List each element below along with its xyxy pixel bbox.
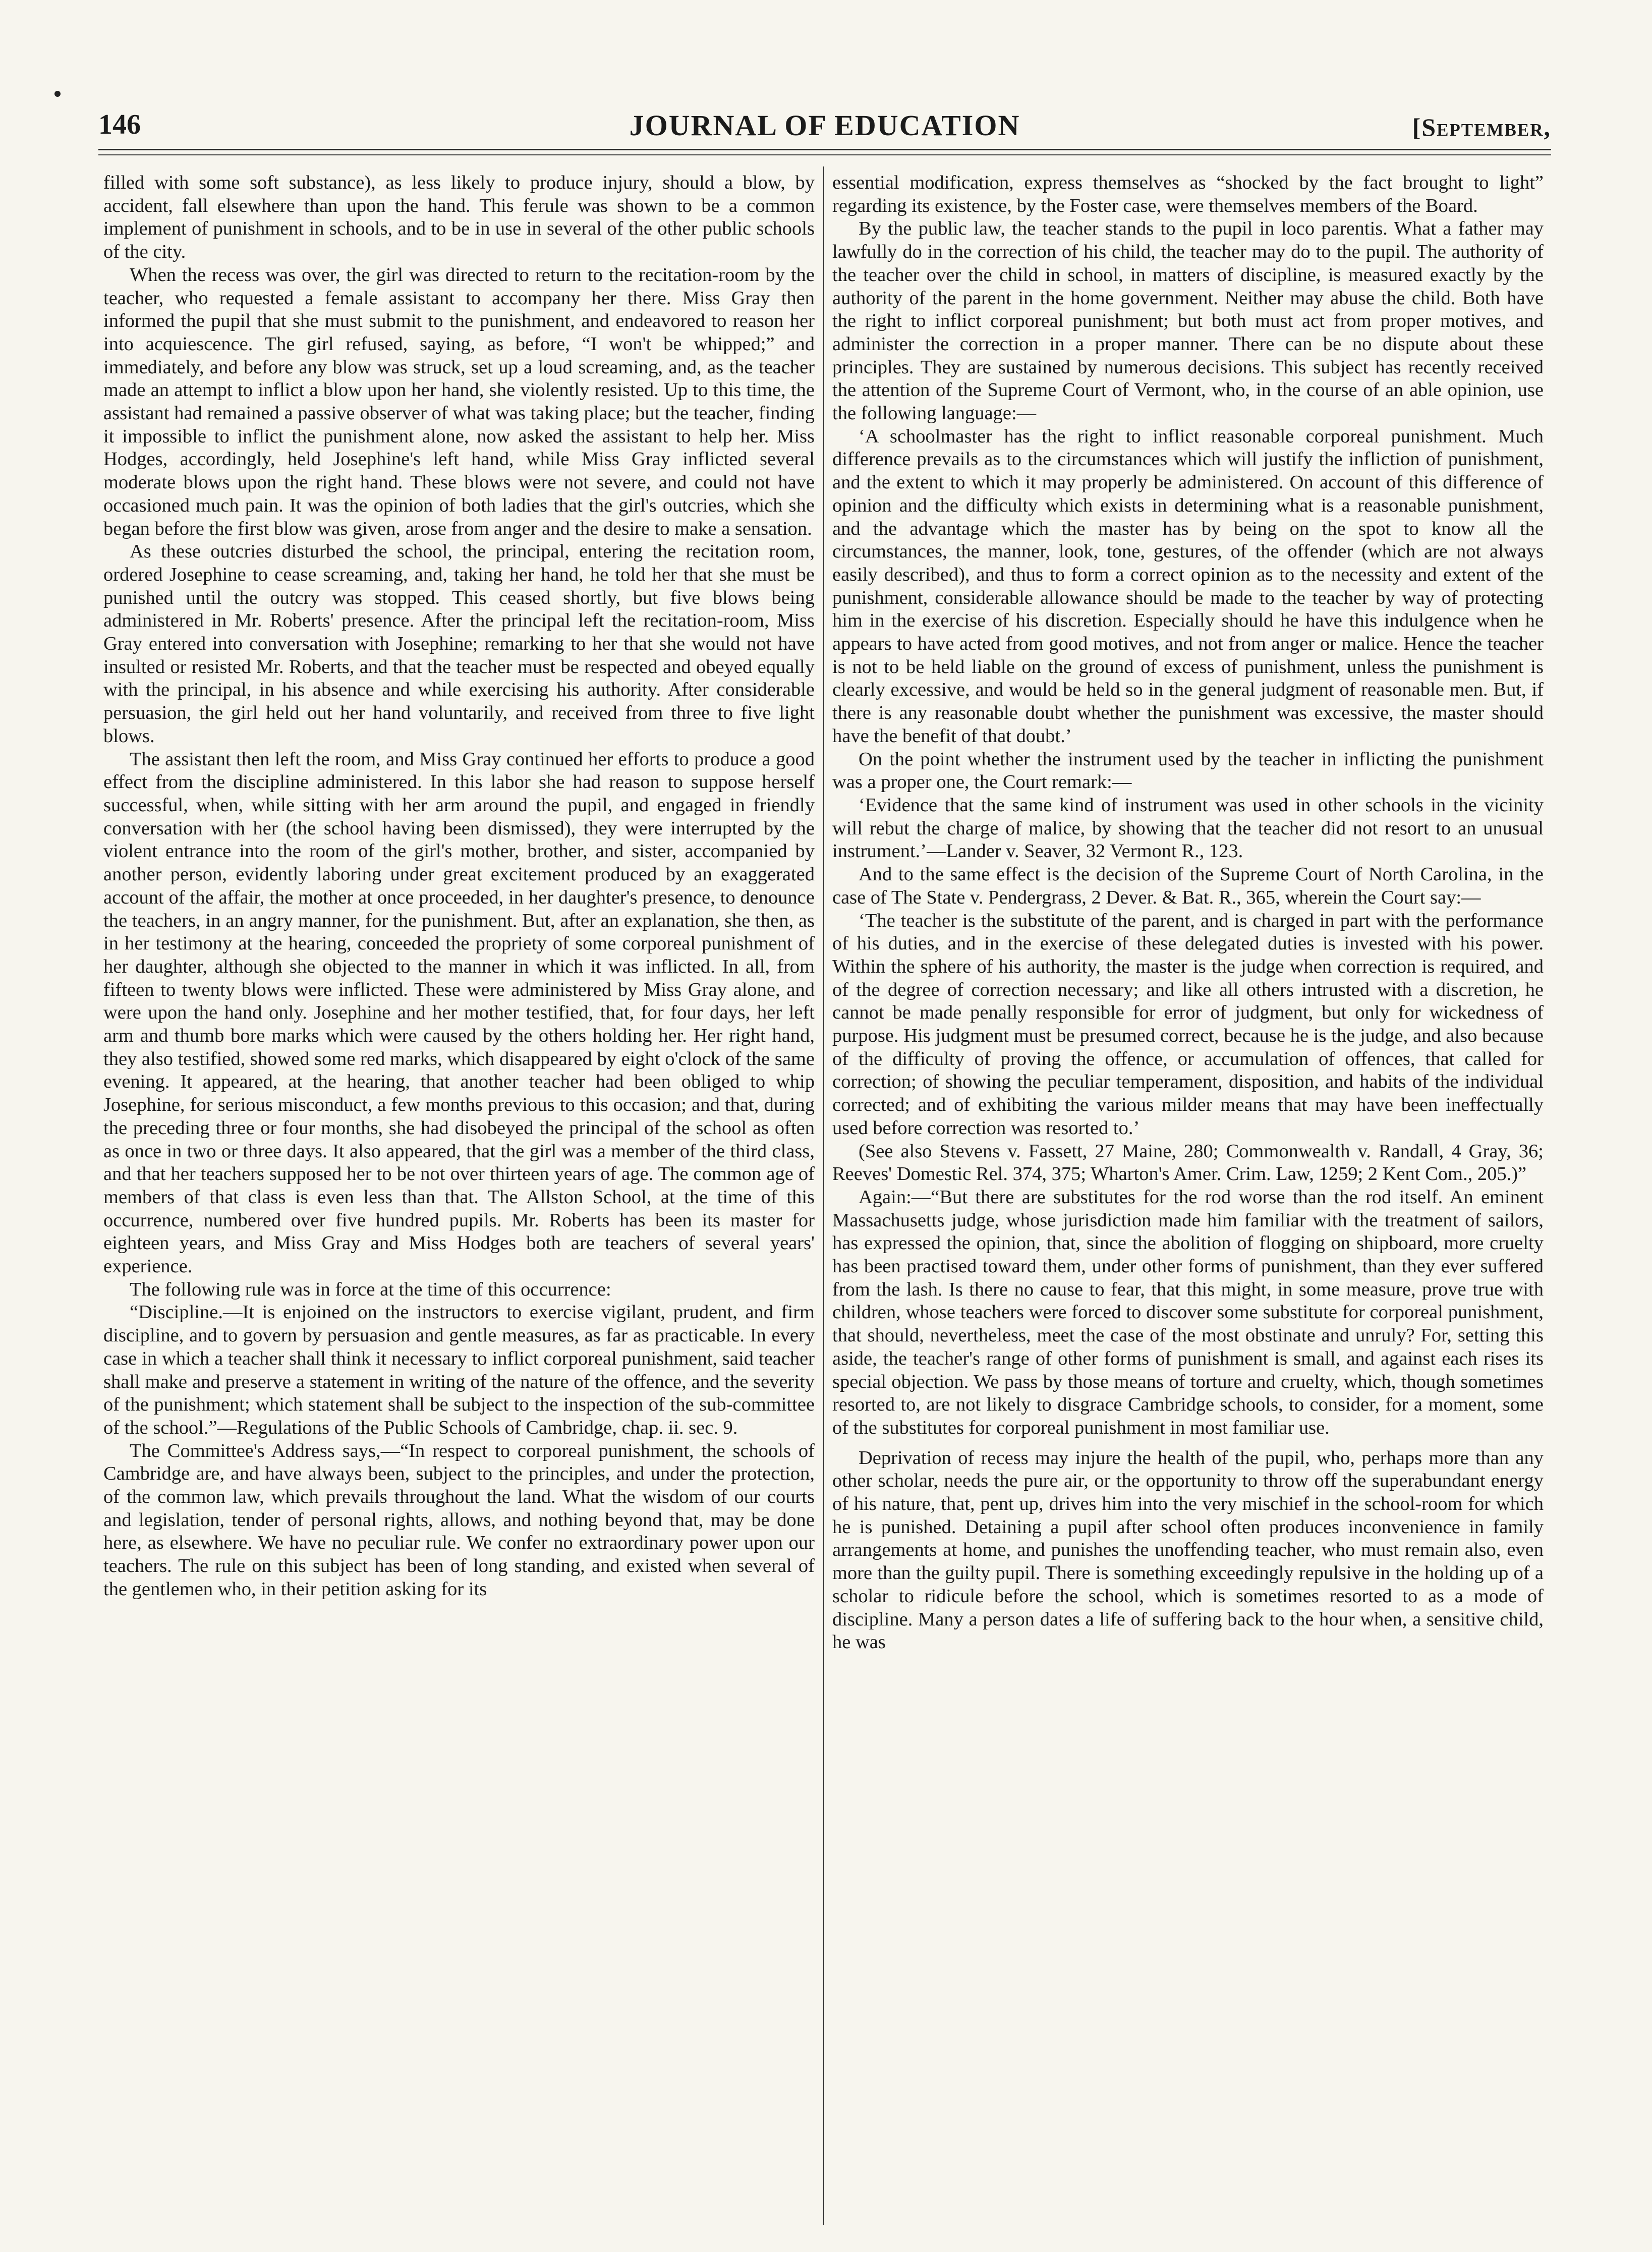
paragraph: Again:—“But there are substitutes for the rod worse than the rod itself. An eminent Massachusetts judge, whose jurisdiction made him familiar with the treatment of sailors, has expressed the opinion, that, since the abolition of flogging on shipboard, more cruelty has been practised toward them, under other forms of punishment, than they ever suffered from the lash. Is there no cause to fear, that this might, in some measure, prove true with children, whose teachers were forced to discover some substitute for corporeal punishment, that should, nevertheless, meet the case of the most obstinate and unruly? For, setting this aside, the teacher's range of other forms of punishment is small, and against each rises its special objection. We pass by those means of torture and cruelty, which, though sometimes resorted to, are not likely to disgrace Cambridge schools, to consider, for a moment, some of the substitutes for corporeal punishment in most familiar use. — [832, 1186, 1544, 1438]
running-header — [98, 103, 1551, 149]
header-rule-thin — [98, 154, 1551, 155]
header-rule — [98, 149, 1551, 150]
citations: (See also Stevens v. Fassett, 27 Maine, 280; Commonwealth v. Randall, 4 Gray, 36; Reeves' Domestic Rel. 374, 375; Wharton's Amer. Crim. Law, 1259; 2 Kent Com., 205.)” — [832, 1140, 1544, 1185]
right-column — [832, 172, 1544, 2210]
left-column — [103, 172, 815, 2210]
column-divider — [823, 166, 824, 2225]
paragraph: The assistant then left the room, and Miss Gray continued her efforts to produce a good effect from the discipline administered. In this labor she had reason to suppose herself successful, when, while sitting with her arm around the pupil, and engaged in friendly conversation with her (the school having been dismissed), they were interrupted by the violent entrance into the room of the girl's mother, brother, and sister, accompanied by another person, evidently laboring under great excitement produced by an exaggerated account of the affair, the mother at once proceeded, in her daughter's presence, to denounce the teachers, in an angry manner, for the punishment. But, after an explanation, she then, as in her testimony at the hearing, conceeded the propriety of some corporeal punishment of her daughter, although she objected to the manner in which it was inflicted. In all, from fifteen to twenty blows were inflicted. These were administered by Miss Gray alone, and were upon the hand only. Josephine and her mother testified, that, for four days, her left arm and thumb bore marks which were caused by the others holding her. Her right hand, they also testified, showed some red marks, which disappeared by eight o'clock of the same evening. It appeared, at the hearing, that another teacher had been obliged to whip Josephine, for serious misconduct, a few months previous to this occasion; and that, during the preceding three or four months, she had disobeyed the principal of the school as often as once in two or three days. It also appeared, that the girl was a member of the third class, and that her teachers supposed her to be not over thirteen years of age. The common age of members of that class is even less than that. The Allston School, at the time of this occurrence, numbered over five hundred pupils. Mr. Roberts has been its master for eighteen years, and Miss Gray and Miss Hodges both are teachers of several years' experience. — [103, 748, 815, 1277]
header-month: [September, — [1412, 113, 1551, 141]
paragraph: The Committee's Address says,—“In respect to corporeal punishment, the schools of Cambridge are, and have always been, subject to the principles, and under the protection, of the common law, which prevails throughout the land. What the wisdom of our courts and legislation, tender of personal rights, allows, and nothing beyond that, may be done here, as elsewhere. We have no peculiar rule. We confer no extraordinary power upon our teachers. The rule on this subject has been of long standing, and existed when several of the gentlemen who, in their petition asking for its — [103, 1440, 815, 1600]
court-quote: ‘A schoolmaster has the right to inflict reasonable corporeal punishment. Much difference prevails as to the circumstances which will justify the infliction of punishment, and the extent to which it may properly be administered. On account of this difference of opinion and the difficulty which exists in determining what is a reasonable punishment, and the advantage which the master has by being on the spot to know all the circumstances, the manner, look, tone, gestures, of the offender (which are not always easily described), and thus to form a correct opinion as to the necessity and extent of the punishment, considerable allowance should be made to the teacher by way of protecting him in the exercise of his discretion. Especially should he have this indulgence when he appears to have acted from good motives, and not from anger or malice. Hence the teacher is not to be held liable on the ground of excess of punishment, unless the punishment is clearly excessive, and would be held so in the general judgment of reasonable men. But, if there is any reasonable doubt whether the punishment was excessive, the master should have the benefit of that doubt.’ — [832, 425, 1544, 747]
paragraph: filled with some soft substance), as less likely to produce injury, should a blow, by accident, fall elsewhere than upon the hand. This ferule was shown to be a common implement of punishment in schools, and to be in use in several of the other public schools of the city. — [103, 172, 815, 263]
paragraph: As these outcries disturbed the school, the principal, entering the recitation room, ordered Josephine to cease screaming, and, taking her hand, he told her that she must be punished until the outcry was stopped. This ceased shortly, but five blows being administered in Mr. Roberts' presence. After the principal left the recitation-room, Miss Gray entered into conversation with Josephine; remarking to her that she would not have insulted or resisted Mr. Roberts, and that the teacher must be respected and obeyed equally with the principal, in his absence and while exercising his authority. After considerable persuasion, the girl held out her hand voluntarily, and received from three to five light blows. — [103, 541, 815, 747]
print-speck — [54, 91, 61, 97]
quoted-rule: “Discipline.—It is enjoined on the instructors to exercise vigilant, prudent, and firm discipline, and to govern by persuasion and gentle measures, as far as practicable. In every case in which a teacher shall think it necessary to inflict corporeal punishment, said teacher shall make and preserve a statement in writing of the nature of the offence, and the severity of the punishment; which statement shall be subject to the inspection of the sub-committee of the school.”—Regulations of the Public Schools of Cambridge, chap. ii. sec. 9. — [103, 1302, 815, 1438]
paragraph: Deprivation of recess may injure the health of the pupil, who, perhaps more than any other scholar, needs the pure air, or the opportunity to throw off the superabundant energy of his nature, that, pent up, drives him into the very mischief in the school-room for which he is punished. Detaining a pupil after school often produces inconvenience in family arrangements at home, and punishes the unoffending teacher, who must remain also, even more than the guilty pupil. There is something exceedingly repulsive in the holding up of a scholar to ridicule before the school, which is sometimes resorted to as a mode of discipline. Many a person dates a life of suffering back to the hour when, a sensitive child, he was — [832, 1447, 1544, 1653]
court-quote: ‘The teacher is the substitute of the parent, and is charged in part with the performance of his duties, and in the exercise of these delegated duties is invested with his power. Within the sphere of his authority, the master is the judge when correction is required, and of the degree of correction necessary; and like all others intrusted with a discretion, he cannot be made penally responsible for error of judgment, but only for wickedness of purpose. His judgment must be presumed correct, because he is the judge, and also because of the difficulty of proving the offence, or accumulation of offences, that called for correction; of showing the peculiar temperament, disposition, and habits of the individual corrected; and of exhibiting the various milder means that may have been ineffectually used before correction was resorted to.’ — [832, 910, 1544, 1139]
paragraph: On the point whether the instrument used by the teacher in inflicting the punishment was a proper one, the Court remark:— — [832, 748, 1544, 793]
journal-title: JOURNAL OF EDUCATION — [629, 109, 1020, 142]
paragraph: When the recess was over, the girl was directed to return to the recitation-room by the teacher, who requested a female assistant to accompany her there. Miss Gray then informed the pupil that she must submit to the punishment, and endeavored to reason her into acquiescence. The girl refused, saying, as before, “I won't be whipped;” and immediately, and before any blow was struck, set up a loud screaming, and, as the teacher made an attempt to inflict a blow upon her hand, she violently resisted. Up to this time, the assistant had remained a passive observer of what was taking place; but the teacher, finding it impossible to inflict the punishment alone, now asked the assistant to help her. Miss Hodges, accordingly, held Josephine's left hand, while Miss Gray inflicted several moderate blows upon the right hand. These blows were not severe, and could not have occasioned much pain. It was the opinion of both ladies that the girl's outcries, which she began before the first blow was given, arose from anger and the desire to make a sensation. — [103, 264, 815, 539]
paragraph: And to the same effect is the decision of the Supreme Court of North Carolina, in the case of The State v. Pendergrass, 2 Dever. & Bat. R., 365, wherein the Court say:— — [832, 864, 1544, 908]
page-number: 146 — [98, 109, 141, 140]
paragraph: By the public law, the teacher stands to the pupil in loco parentis. What a father may lawfully do in the correction of his child, the teacher may do to the pupil. The authority of the teacher over the child in school, in matters of discipline, is measured exactly by the authority of the parent in the home government. Neither may abuse the child. Both have the right to inflict corporeal punishment; but both must act from proper motives, and administer the correction in a proper manner. There can be no dispute about these principles. They are sustained by numerous decisions. This subject has recently received the attention of the Supreme Court of Vermont, who, in the course of an able opinion, use the following language:— — [832, 218, 1544, 424]
paragraph: essential modification, express themselves as “shocked by the fact brought to light” regarding its existence, by the Foster case, were themselves members of the Board. — [832, 172, 1544, 216]
court-quote: ‘Evidence that the same kind of instrument was used in other schools in the vicinity will rebut the charge of malice, by showing that the teacher did not resort to an unusual instrument.’—Lander v. Seaver, 32 Vermont R., 123. — [832, 794, 1544, 862]
paragraph: The following rule was in force at the time of this occurrence: — [130, 1278, 611, 1300]
